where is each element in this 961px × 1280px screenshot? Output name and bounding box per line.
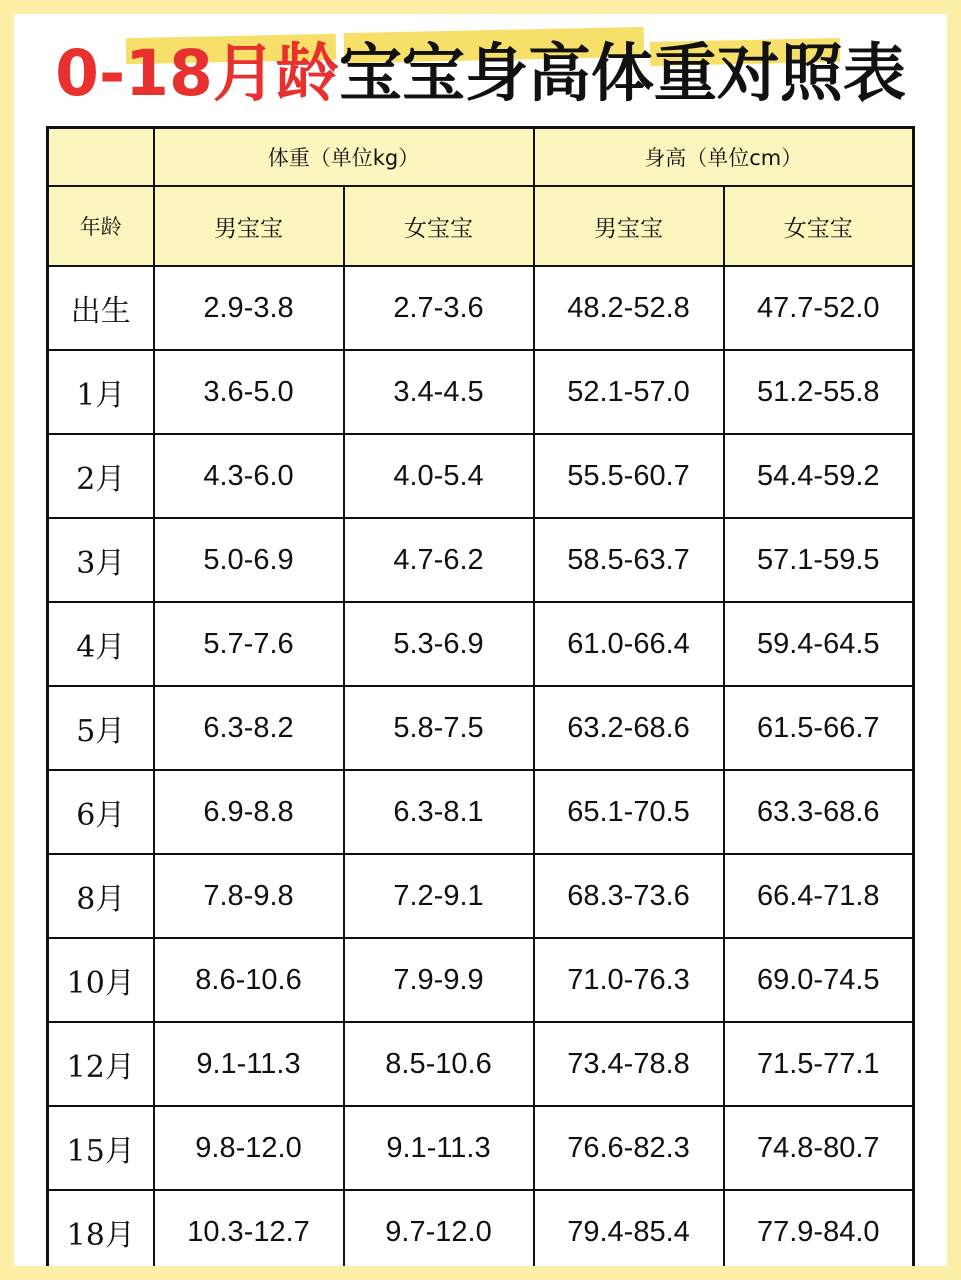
cell-weight-girl: 2.7-3.6 bbox=[344, 266, 534, 350]
cell-weight-girl: 4.0-5.4 bbox=[344, 434, 534, 518]
table-row bbox=[48, 266, 914, 350]
header-height-group: 身高（单位cm） bbox=[534, 128, 914, 187]
cell-weight-boy: 9.8-12.0 bbox=[154, 1106, 344, 1190]
cell-height-girl: 63.3-68.6 bbox=[724, 770, 914, 854]
cell-age: 8月 bbox=[48, 854, 154, 938]
cell-weight-girl: 3.4-4.5 bbox=[344, 350, 534, 434]
header-height-girl: 女宝宝 bbox=[724, 186, 914, 266]
title-age-range: 0-18月龄 bbox=[55, 37, 339, 110]
cell-weight-girl: 5.3-6.9 bbox=[344, 602, 534, 686]
cell-height-girl: 61.5-66.7 bbox=[724, 686, 914, 770]
cell-height-girl: 69.0-74.5 bbox=[724, 938, 914, 1022]
cell-weight-girl: 7.9-9.9 bbox=[344, 938, 534, 1022]
cell-weight-boy: 10.3-12.7 bbox=[154, 1190, 344, 1275]
cell-age: 出生 bbox=[48, 266, 154, 350]
cell-age: 5月 bbox=[48, 686, 154, 770]
cell-age: 18月 bbox=[48, 1190, 154, 1275]
header-age: 年龄 bbox=[48, 186, 154, 266]
cell-height-girl: 57.1-59.5 bbox=[724, 518, 914, 602]
cell-age: 12月 bbox=[48, 1022, 154, 1106]
title-main: 宝宝身高体重对照表 bbox=[338, 37, 906, 110]
table-row bbox=[48, 938, 914, 1022]
cell-weight-boy: 6.9-8.8 bbox=[154, 770, 344, 854]
cell-weight-girl: 5.8-7.5 bbox=[344, 686, 534, 770]
table-row bbox=[48, 1106, 914, 1190]
table-row bbox=[48, 854, 914, 938]
cell-weight-boy: 5.7-7.6 bbox=[154, 602, 344, 686]
table-row bbox=[48, 1022, 914, 1106]
cell-height-girl: 54.4-59.2 bbox=[724, 434, 914, 518]
table-row bbox=[48, 350, 914, 434]
cell-height-girl: 51.2-55.8 bbox=[724, 350, 914, 434]
cell-weight-girl: 4.7-6.2 bbox=[344, 518, 534, 602]
header-weight-group: 体重（单位kg） bbox=[154, 128, 534, 187]
title-text bbox=[14, 38, 947, 110]
cell-height-boy: 76.6-82.3 bbox=[534, 1106, 724, 1190]
table-body bbox=[48, 266, 914, 1275]
cell-height-girl: 47.7-52.0 bbox=[724, 266, 914, 350]
table-row bbox=[48, 602, 914, 686]
cell-height-boy: 63.2-68.6 bbox=[534, 686, 724, 770]
growth-table-container bbox=[14, 126, 947, 1276]
cell-height-boy: 48.2-52.8 bbox=[534, 266, 724, 350]
frame-bottom-border bbox=[14, 1266, 947, 1280]
cell-height-girl: 74.8-80.7 bbox=[724, 1106, 914, 1190]
cell-height-girl: 71.5-77.1 bbox=[724, 1022, 914, 1106]
corner-blank-cell bbox=[48, 128, 154, 187]
cell-age: 4月 bbox=[48, 602, 154, 686]
cell-height-girl: 59.4-64.5 bbox=[724, 602, 914, 686]
cell-weight-girl: 9.7-12.0 bbox=[344, 1190, 534, 1275]
table-row bbox=[48, 518, 914, 602]
cell-height-boy: 68.3-73.6 bbox=[534, 854, 724, 938]
cell-weight-boy: 8.6-10.6 bbox=[154, 938, 344, 1022]
header-weight-girl: 女宝宝 bbox=[344, 186, 534, 266]
table-row bbox=[48, 686, 914, 770]
cell-height-boy: 55.5-60.7 bbox=[534, 434, 724, 518]
cell-weight-girl: 6.3-8.1 bbox=[344, 770, 534, 854]
cell-age: 15月 bbox=[48, 1106, 154, 1190]
cell-age: 2月 bbox=[48, 434, 154, 518]
cell-weight-boy: 4.3-6.0 bbox=[154, 434, 344, 518]
cell-weight-boy: 9.1-11.3 bbox=[154, 1022, 344, 1106]
cell-height-girl: 66.4-71.8 bbox=[724, 854, 914, 938]
growth-table bbox=[46, 126, 915, 1276]
cell-height-boy: 71.0-76.3 bbox=[534, 938, 724, 1022]
header-weight-boy: 男宝宝 bbox=[154, 186, 344, 266]
cell-height-boy: 65.1-70.5 bbox=[534, 770, 724, 854]
cell-height-boy: 79.4-85.4 bbox=[534, 1190, 724, 1275]
cell-weight-girl: 9.1-11.3 bbox=[344, 1106, 534, 1190]
cell-height-girl: 77.9-84.0 bbox=[724, 1190, 914, 1275]
cell-height-boy: 73.4-78.8 bbox=[534, 1022, 724, 1106]
table-row bbox=[48, 1190, 914, 1275]
cell-weight-boy: 7.8-9.8 bbox=[154, 854, 344, 938]
table-head bbox=[48, 128, 914, 267]
page-title bbox=[14, 0, 947, 126]
cell-weight-girl: 8.5-10.6 bbox=[344, 1022, 534, 1106]
cell-height-boy: 58.5-63.7 bbox=[534, 518, 724, 602]
cell-weight-boy: 6.3-8.2 bbox=[154, 686, 344, 770]
cell-age: 1月 bbox=[48, 350, 154, 434]
cell-weight-boy: 3.6-5.0 bbox=[154, 350, 344, 434]
header-height-boy: 男宝宝 bbox=[534, 186, 724, 266]
cell-age: 3月 bbox=[48, 518, 154, 602]
cell-height-boy: 52.1-57.0 bbox=[534, 350, 724, 434]
cell-weight-boy: 5.0-6.9 bbox=[154, 518, 344, 602]
cell-weight-boy: 2.9-3.8 bbox=[154, 266, 344, 350]
table-row bbox=[48, 434, 914, 518]
cell-height-boy: 61.0-66.4 bbox=[534, 602, 724, 686]
table-sub-header-row bbox=[48, 186, 914, 266]
cell-weight-girl: 7.2-9.1 bbox=[344, 854, 534, 938]
table-group-header-row bbox=[48, 128, 914, 187]
cell-age: 10月 bbox=[48, 938, 154, 1022]
table-row bbox=[48, 770, 914, 854]
cell-age: 6月 bbox=[48, 770, 154, 854]
